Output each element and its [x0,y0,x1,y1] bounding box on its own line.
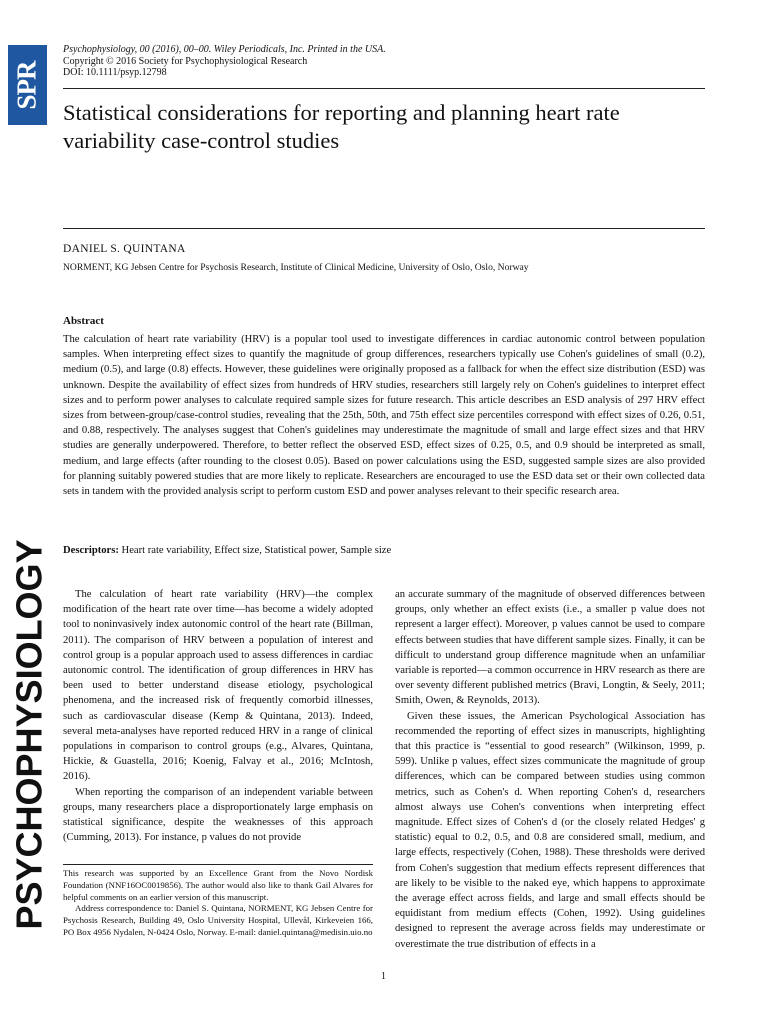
paragraph: When reporting the comparison of an independent variable between groups, many researchers place a disproportionately large emphasis on statistical significance, despite the weaknesses of this approach (Cumming, 2013). For instance, p values do not provide [63,786,373,844]
funding-note: This research was supported by an Excellence Grant from the Novo Nordisk Foundation (NNF16OC0019856). The author would also like to thank Gail Alvares for helpful comments on an earlier version of this manuscript. [63,868,373,902]
body-column-left [63,587,373,845]
body-column-right [395,587,705,952]
journal-header [63,44,386,79]
paragraph: Given these issues, the American Psychological Association has recommended the reporting of effect sizes in manuscripts, highlighting that this practice is “essential to good research” (Wilkinson, 1999, p. 599). Unlike p values, effect sizes communicate the magnitude of group differences, which can be compared between studies using common metrics, such as Cohen's d. When reporting Cohen's d, researchers almost always use Cohen's conventions when interpreting effect magnitude. Effect sizes of Cohen's d (or the closely related Hedges' g statistic) equal to 0.2, 0.5, and 0.8 are considered small, medium, and large effects, respectively (Cohen, 1988). These thresholds were derived from Cohen's suggestion that medium effects represent differences that are likely to be visible to the naked eye, which happens to approximate the average effect across fields, and large and small effects should be equidistant from medium effects (Cohen, 1992). Using guidelines designed to represent the average across fields may underestimate or overestimate the true distribution of effects in a [395,710,705,950]
article-title: Statistical considerations for reporting and planning heart rate variability case-control studies [63,100,620,153]
logo-divider [45,45,47,125]
title-rule [63,228,705,229]
abstract-text: The calculation of heart rate variability (HRV) is a popular tool used to investigate differences in cardiac autonomic control between population samples. When interpreting effect sizes to quantify the magnitude of group differences, researchers typically use Cohen's guidelines of small (0.2), medium (0.5), and large (0.8) effects. However, these guidelines were originally proposed as a fallback for when the effect size distribution (ESD) was unknown. Despite the availability of effect sizes from hundreds of HRV studies, researchers still largely rely on Cohen's guidelines to interpret effect sizes and to perform power analyses to calculate required sample sizes for future research. This article describes an ESD analysis of 297 HRV effect sizes from between-group/case-control studies, revealing that the 25th, 50th, and 75th effect size percentiles correspond with effect sizes of 0.26, 0.51, and 0.88, respectively. The analyses suggest that Cohen's guidelines may underestimate the magnitude of small and large effect sizes and that HRV studies are generally underpowered. Therefore, to better reflect the observed ESD, effect sizes of 0.25, 0.5, and 0.9 should be interpreted as small, medium, and large effects (after rounding to the closest 0.05). Based on power calculations using the ESD, suggested sample sizes are also provided for planning suitably powered studies that are more likely to replicate. Researchers are encouraged to use the ESD data set or their own collected data sets in tandem with the provided analysis script to perform custom ESD and power analyses relevant to their specific research area. [63,334,705,498]
paragraph: The calculation of heart rate variability (HRV)—the complex modification of the heart rate over time—has become a widely adopted tool to noninvasively index autonomic control of the heart rate (Billman, 2011). The comparison of HRV between a population of interest and control group is a popular approach used to assess differences in cardiac autonomic control. The identification of group differences in HRV has been used to better understand disease etiology, psychological phenomena, and the increased risk of frequently comorbid illnesses, such as cardiovascular disease (Kemp & Quintana, 2013). Indeed, several meta-analyses have reported reduced HRV in a range of clinical populations in comparison to control groups (e.g., Alvares, Quintana, Hickie, & Guastella, 2016; Koenig, Falvay et al., 2016; McIntosh, 2016). [63,589,373,783]
page-number: 1 [381,971,386,982]
copyright-line: Copyright © 2016 Society for Psychophysiological Research [63,55,308,67]
footnote [63,868,373,939]
descriptors-label: Descriptors: [63,545,119,556]
descriptors [63,545,391,556]
paragraph: an accurate summary of the magnitude of observed differences between groups, only whether an effect exists (i.e., a smaller p value does not represent a larger effect). Moreover, p values cannot be used to compare effects between studies that have different sample sizes. Finally, it can be difficult to understand group difference magnitude when an unfamiliar variable is reported—a common occurrence in HRV research as there are over seventy different published metrics (Bravi, Longtin, & Seely, 2011; Smith, Owen, & Reynolds, 2013). [395,589,705,707]
doi-line: DOI: 10.1111/psyp.12798 [63,67,167,78]
author-name: DANIEL S. QUINTANA [63,243,186,255]
citation-line: Psychophysiology, 00 (2016), 00–00. Wiley Periodicals, Inc. Printed in the USA. [63,44,386,55]
society-logo [8,45,45,125]
footnote-rule [63,864,373,865]
abstract-heading: Abstract [63,315,104,327]
author-affiliation: NORMENT, KG Jebsen Centre for Psychosis Research, Institute of Clinical Medicine, University of Oslo, Oslo, Norway [63,262,529,273]
correspondence-note: Address correspondence to: Daniel S. Quintana, NORMENT, KG Jebsen Centre for Psychosis Research, Building 49, Oslo University Hospital, Ullevål, Kirkeveien 166, PO Box 4956 Nydalen, N-0424 Oslo, Norway. E-mail: daniel.quintana@medisin.uio.no [63,903,373,937]
society-logo-text: SPR [11,60,42,110]
header-rule [63,88,705,89]
journal-name-vertical: PSYCHOPHYSIOLOGY [8,539,50,930]
descriptors-text: Heart rate variability, Effect size, Statistical power, Sample size [118,545,392,556]
